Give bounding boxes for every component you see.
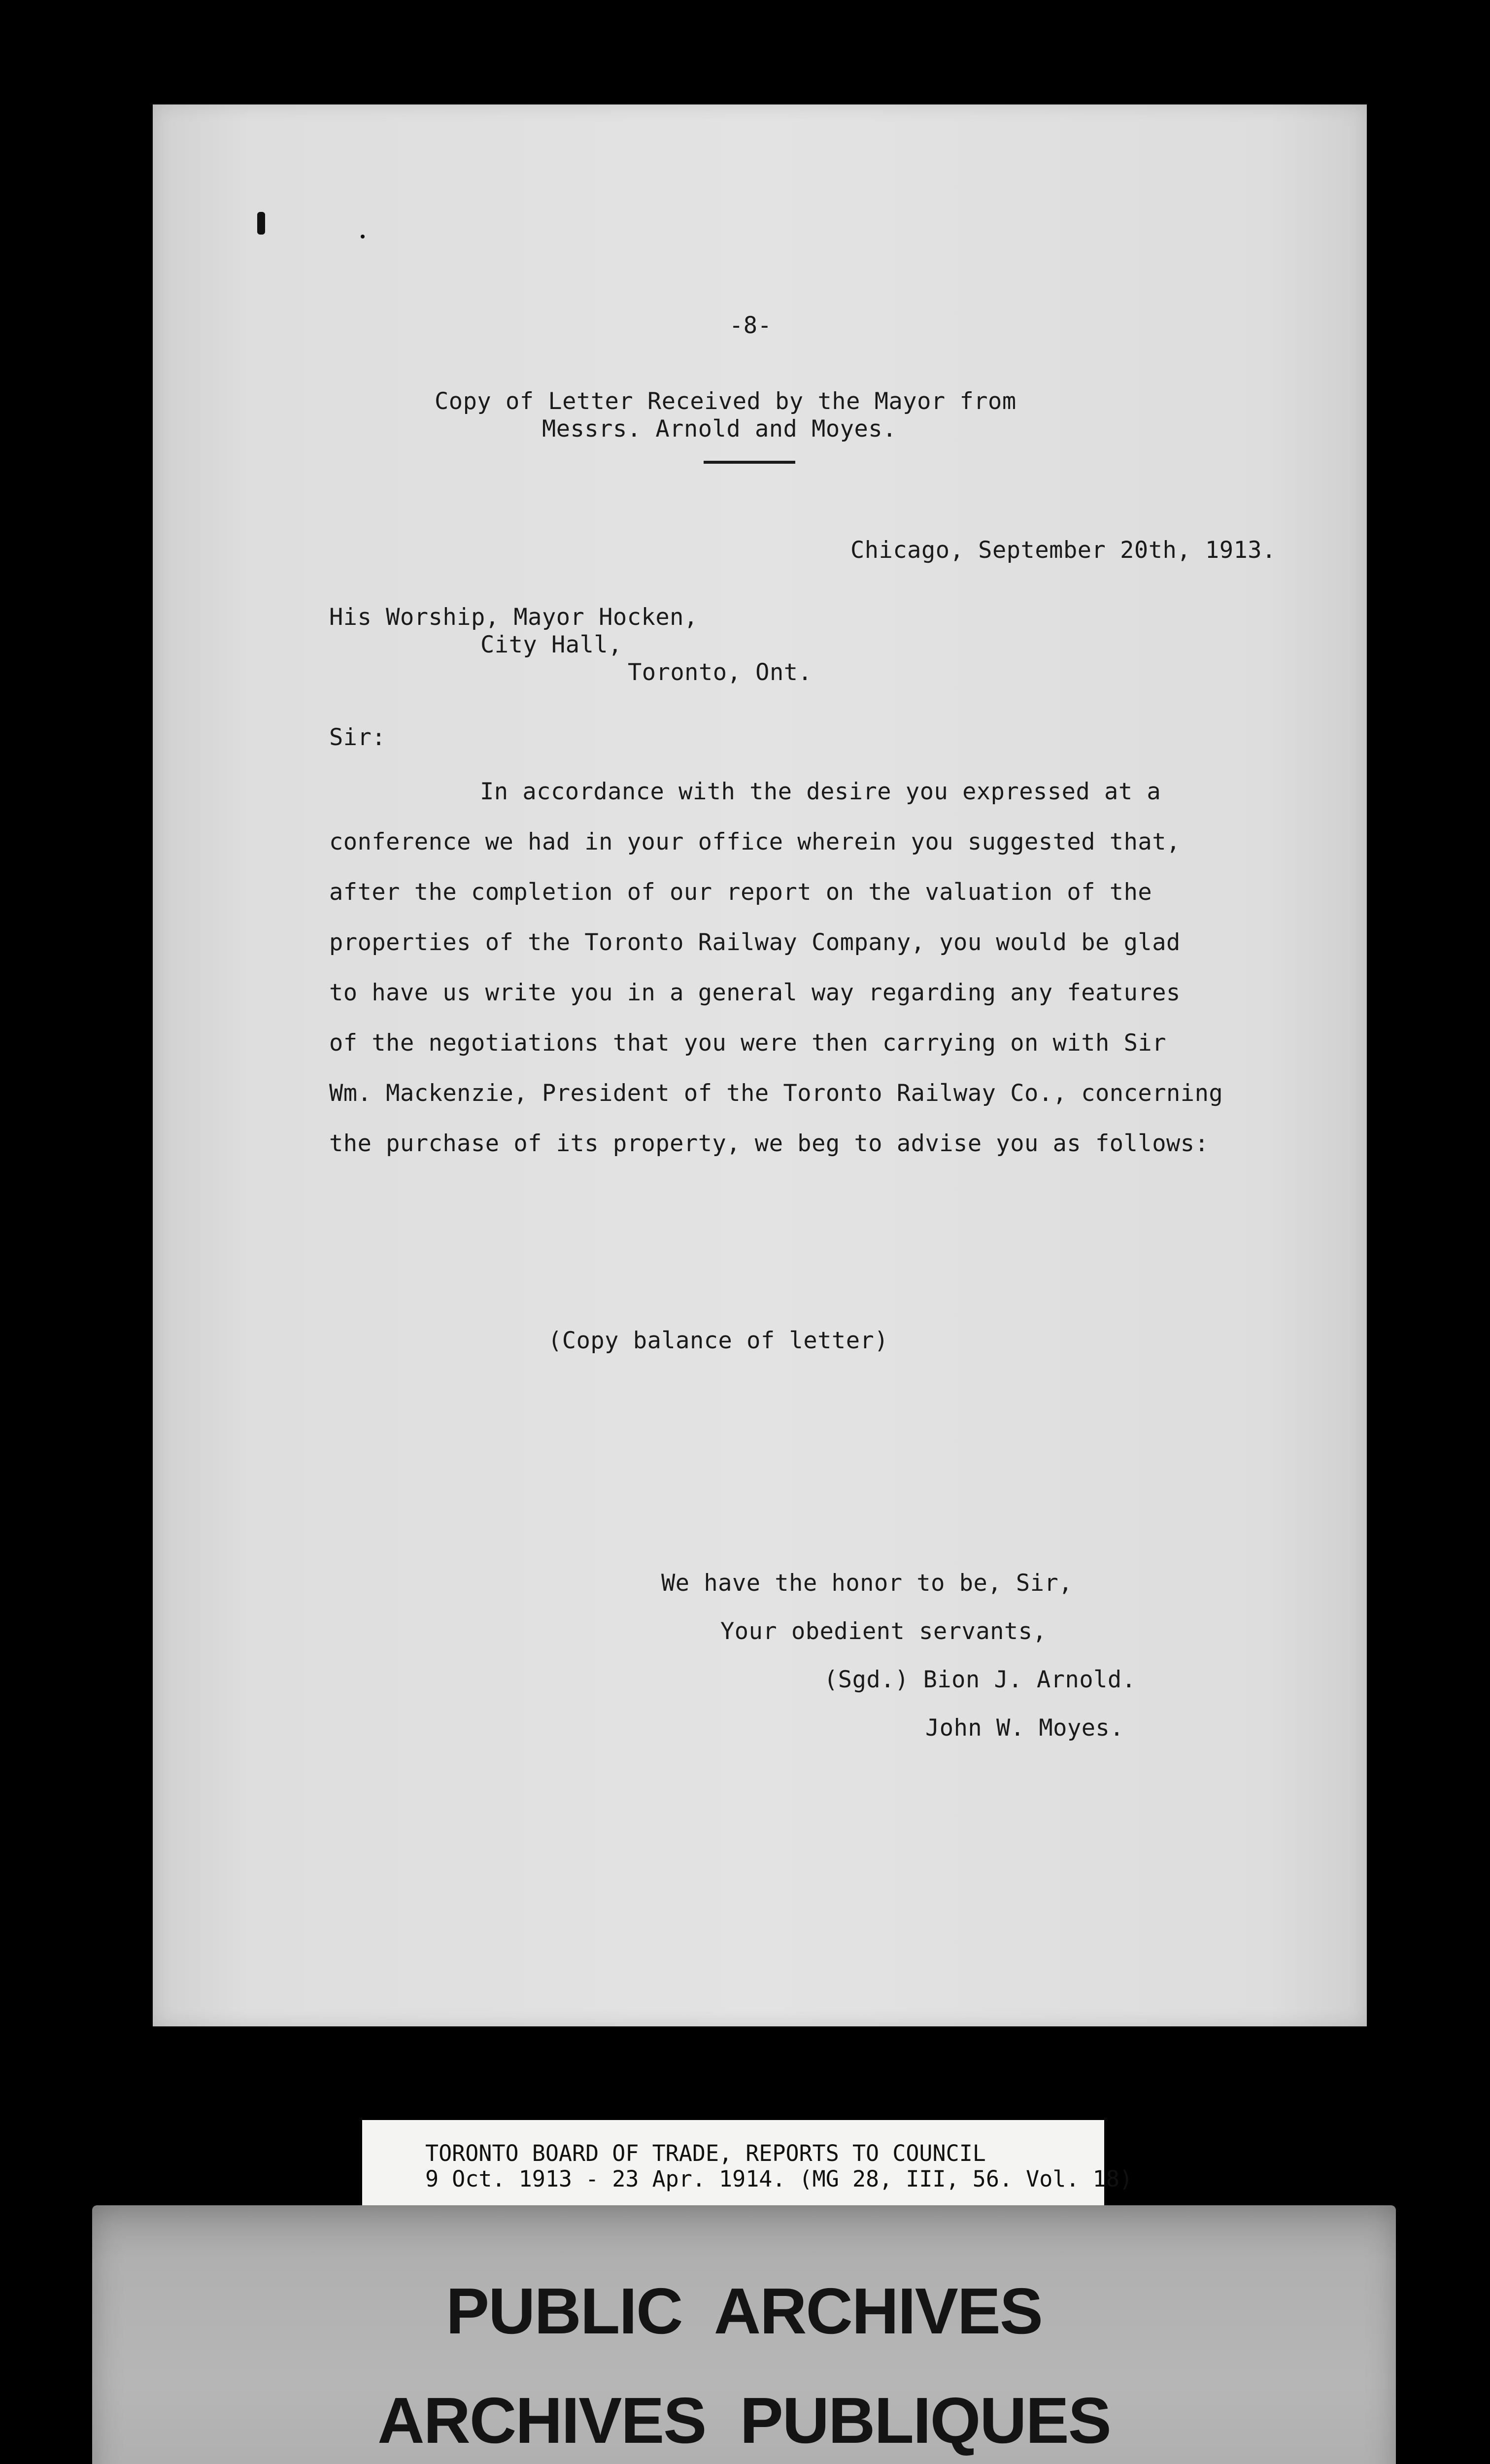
address-line1: His Worship, Mayor Hocken, xyxy=(329,604,698,631)
letter-heading-line2: Messrs. Arnold and Moyes. xyxy=(542,415,897,443)
letter-date: Chicago, September 20th, 1913. xyxy=(850,537,1276,564)
stamp-line-archives-publiques: ARCHIVES PUBLIQUES xyxy=(377,2384,1111,2457)
archive-label-line2: 9 Oct. 1913 - 23 Apr. 1914. (MG 28, III, 56. Vol. 18) xyxy=(425,2166,1133,2192)
body-line: Wm. Mackenzie, President of the Toronto Railway Co., concerning xyxy=(329,1080,1223,1107)
address-line2: City Hall, xyxy=(480,631,622,658)
letter-heading-line1: Copy of Letter Received by the Mayor from xyxy=(435,388,1016,415)
body-line: conference we had in your office wherein you suggested that, xyxy=(329,828,1181,856)
letter-page xyxy=(153,104,1367,2026)
stamp-line-public-archives: PUBLIC ARCHIVES xyxy=(446,2275,1042,2347)
archive-reference-label xyxy=(362,2120,1133,2206)
body-line: to have us write you in a general way regarding any features xyxy=(329,979,1181,1006)
body-line: of the negotiations that you were then carrying on with Sir xyxy=(329,1029,1166,1057)
page-number: -8- xyxy=(729,312,772,339)
ink-speck xyxy=(361,235,365,239)
signature-moyes: John W. Moyes. xyxy=(925,1714,1124,1742)
body-line: the purchase of its property, we beg to advise you as follows: xyxy=(329,1130,1209,1157)
archive-label-line1: TORONTO BOARD OF TRADE, REPORTS TO COUNCIL xyxy=(425,2140,986,2166)
body-line: after the completion of our report on the valuation of the xyxy=(329,879,1152,906)
heading-rule xyxy=(704,461,795,464)
closing-line1: We have the honor to be, Sir, xyxy=(661,1570,1073,1597)
address-line3: Toronto, Ont. xyxy=(628,659,813,686)
body-line: In accordance with the desire you expressed at a xyxy=(480,778,1161,805)
signature-arnold: (Sgd.) Bion J. Arnold. xyxy=(824,1666,1136,1693)
body-line: properties of the Toronto Railway Company, you would be glad xyxy=(329,929,1181,956)
salutation: Sir: xyxy=(329,724,386,751)
ink-speck xyxy=(257,212,265,235)
closing-line2: Your obedient servants, xyxy=(720,1618,1047,1645)
copy-note: (Copy balance of letter) xyxy=(548,1327,889,1354)
public-archives-stamp xyxy=(92,2205,1396,2464)
